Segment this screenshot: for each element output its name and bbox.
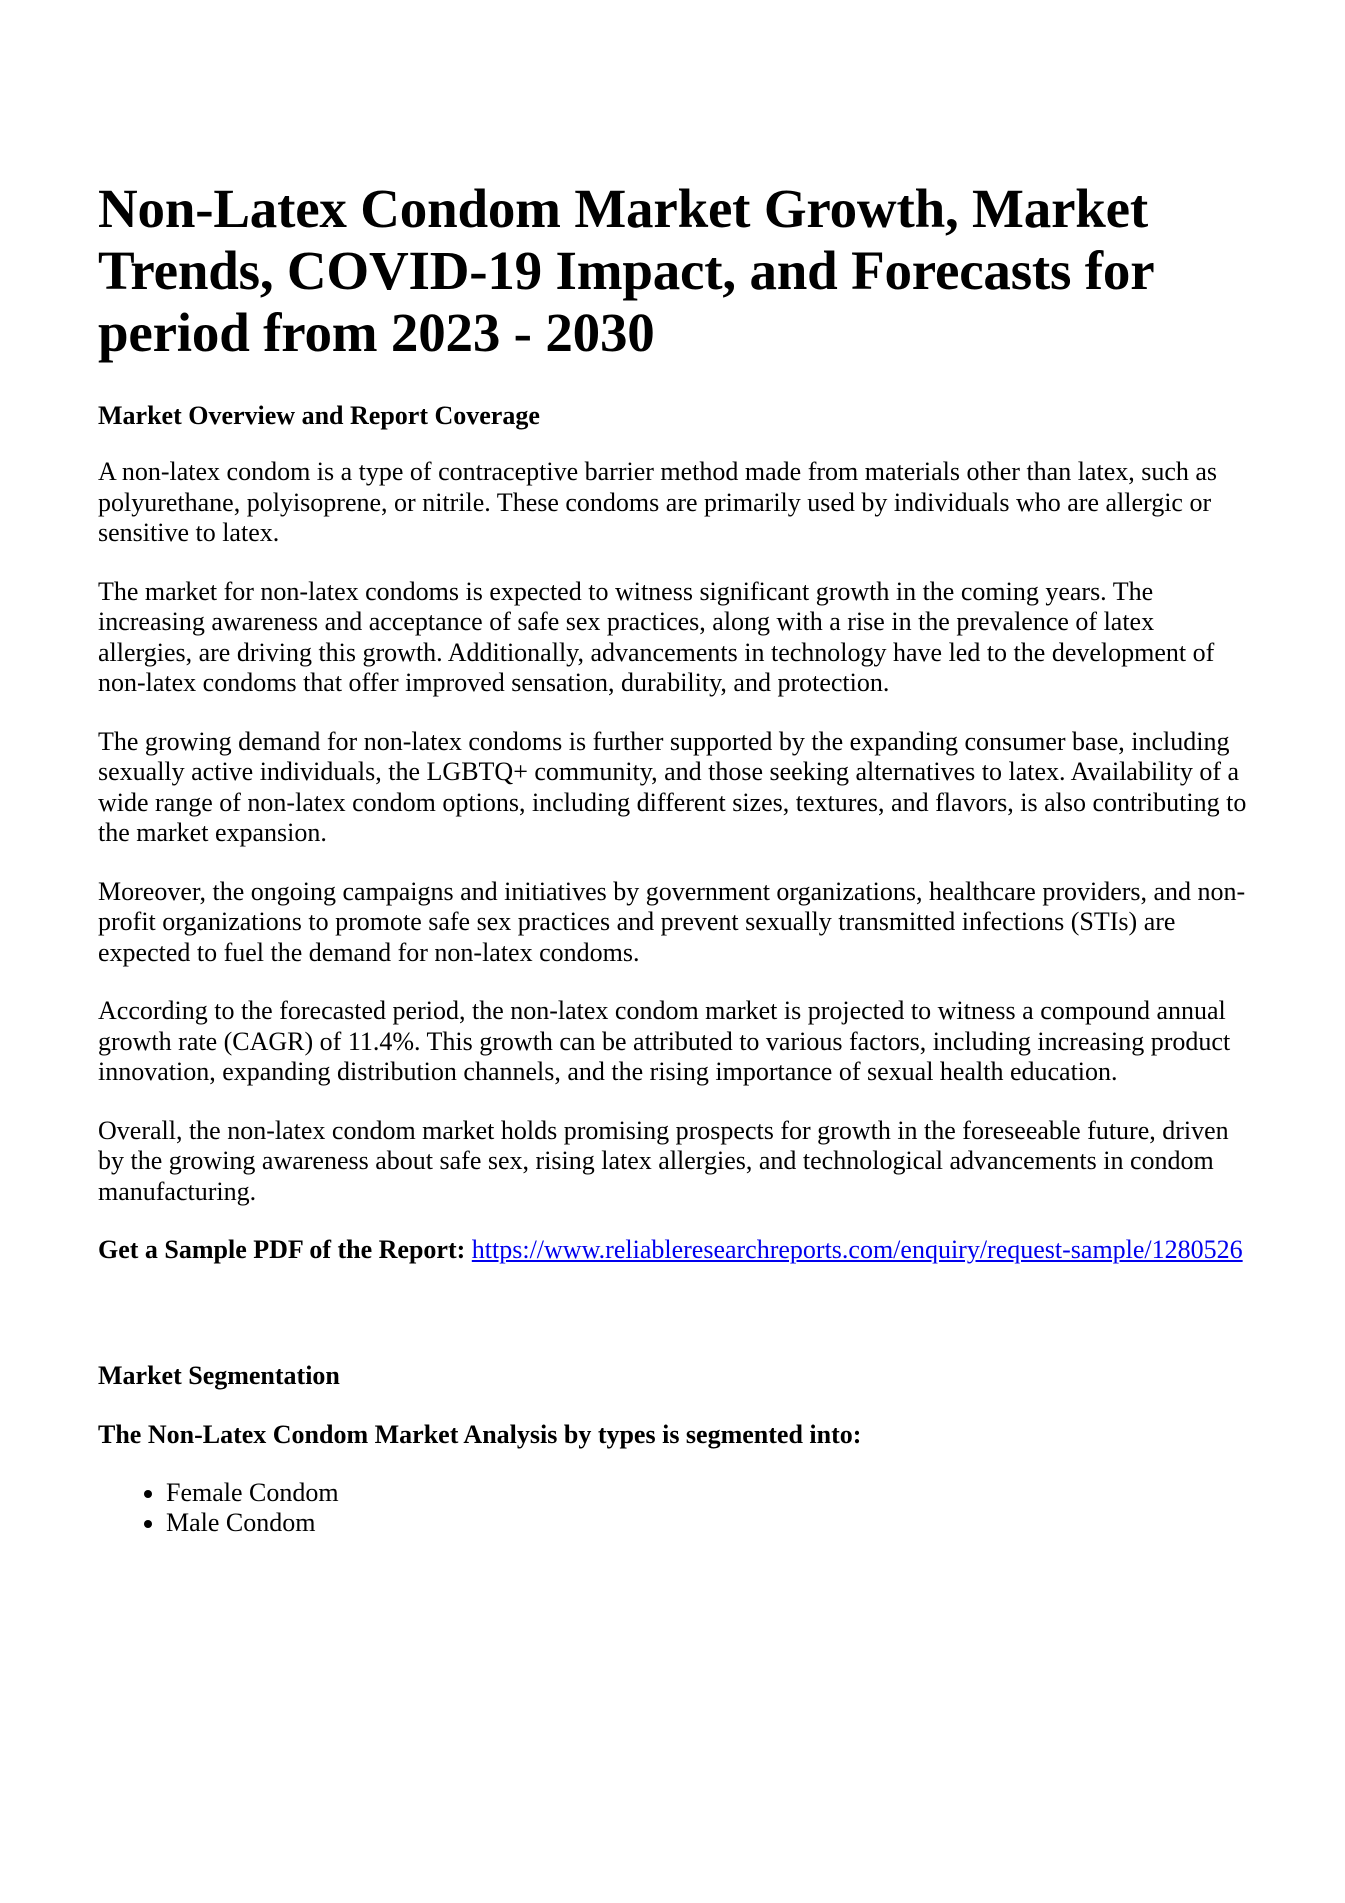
segmentation-heading: Market Segmentation [98, 1360, 340, 1390]
overview-heading: Market Overview and Report Coverage [98, 401, 540, 430]
list-item: • Male Condom [166, 1508, 1247, 1539]
sample-pdf-line [98, 1235, 1247, 1266]
types-list [98, 1478, 1247, 1539]
types-heading: The Non-Latex Condom Market Analysis by types is segmented into: [98, 1419, 862, 1449]
list-item: • Female Condom [166, 1478, 1247, 1509]
page-title: Non-Latex Condom Market Growth, Market Trends, COVID-19 Impact, and Forecasts for period from 2023 - 2030 [98, 178, 1154, 363]
paragraph-demand: The growing demand for non-latex condoms is further supported by the expanding consumer base, including sexually active individuals, the LGBTQ+ community, and those seeking alternatives to latex. Availability of a wide range of non-latex condom options, including different sizes, textures, and flavors, is also contributing to the market expansion. [98, 726, 1247, 847]
paragraph-definition: A non-latex condom is a type of contraceptive barrier method made from materials other than latex, such as polyurethane, polyisoprene, or nitrile. These condoms are primarily used by individuals who are allergic or sensitive to latex. [98, 457, 1218, 547]
paragraph-growth: The market for non-latex condoms is expected to witness significant growth in the coming years. The increasing awareness and acceptance of safe sex practices, along with a rise in the prevalence of latex allergies, are driving this growth. Additionally, advancements in technology have led to the development of non-latex condoms that offer improved sensation, durability, and protection. [98, 576, 1215, 697]
sample-pdf-label: Get a Sample PDF of the Report: [98, 1235, 466, 1264]
paragraph-overall: Overall, the non-latex condom market holds promising prospects for growth in the foreseeable future, driven by the growing awareness about safe sex, rising latex allergies, and technological advancements in condom manufacturing. [98, 1115, 1229, 1206]
paragraph-campaigns: Moreover, the ongoing campaigns and initiatives by government organizations, healthcare providers, and non-profit organizations to promote safe sex practices and prevent sexually transmitted infections (STIs) are expected to fuel the demand for non-latex condoms. [98, 876, 1246, 967]
sample-pdf-link[interactable]: https://www.reliableresearchreports.com/enquiry/request-sample/1280526 [471, 1235, 1243, 1264]
paragraph-cagr: According to the forecasted period, the non-latex condom market is projected to witness a compound annual growth rate (CAGR) of 11.4%. This growth can be attributed to various factors, including increasing product innovation, expanding distribution channels, and the rising importance of sexual health education. [98, 996, 1231, 1086]
